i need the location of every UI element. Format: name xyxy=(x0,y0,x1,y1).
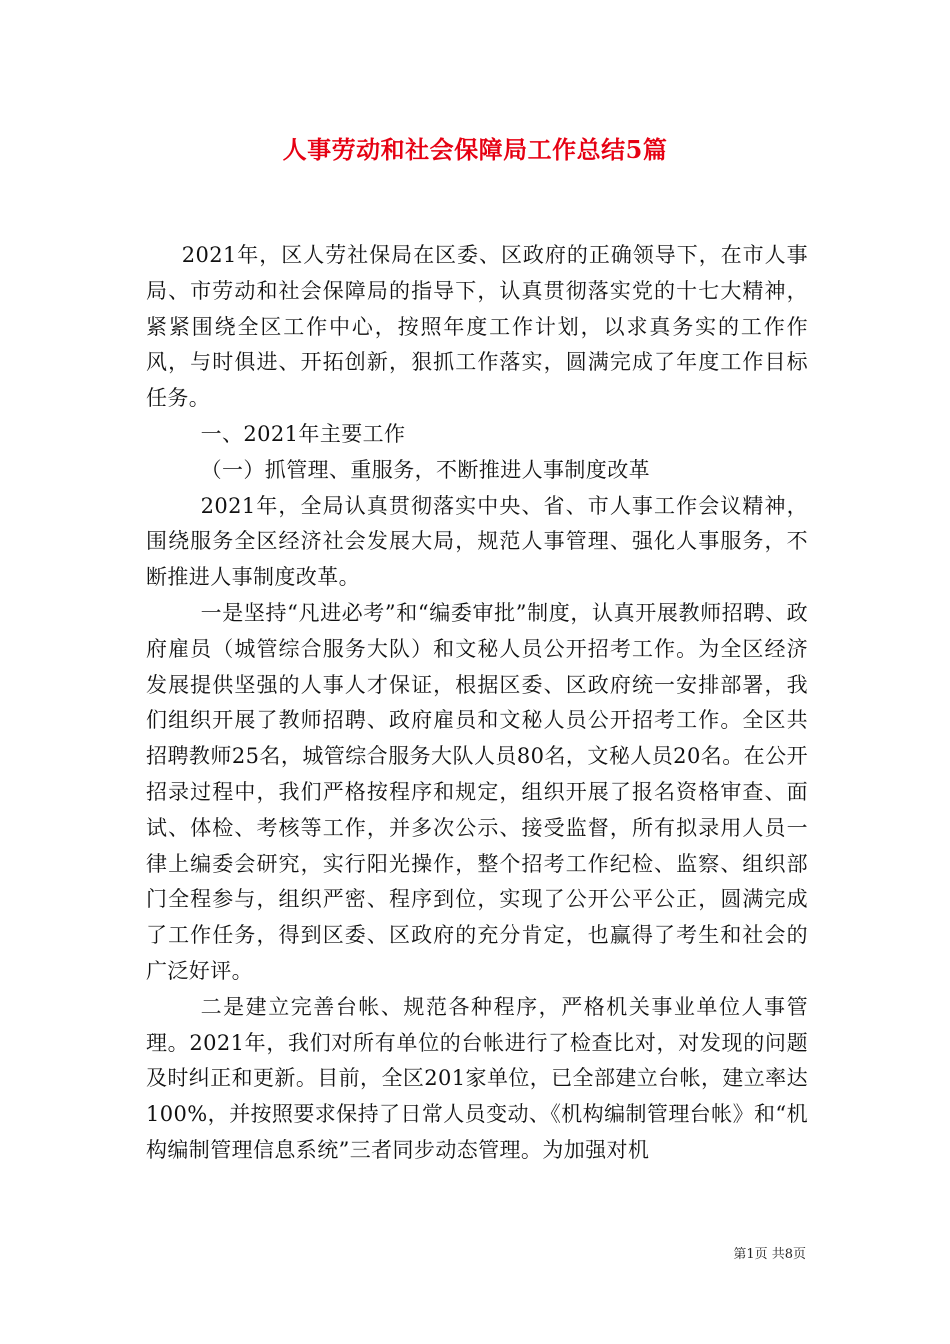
page-number: 第1页 共8页 xyxy=(733,1247,806,1262)
paragraph-recruitment: 一是坚持“凡进必考”和“编委审批”制度，认真开展教师招聘、政府雇员（城管综合服务大队）和文秘人员公开招考工作。为全区经济发展提供坚强的人事人才保证，根据区委、区政府统一安排部署，我们组织开展了教师招聘、政府雇员和文秘人员公开招考工作。全区共招聘教师25名，城管综合服务大队人员80名，文秘人员20名。在公开招录过程中，我们严格按程序和规定，组织开展了报名资格审查、面试、体检、考核等工作，并多次公示、接受监督，所有拟录用人员一律上编委会研究，实行阳光操作，整个招考工作纪检、监察、组织部门全程参与，组织严密、程序到位，实现了公开公平公正，圆满完成了工作任务，得到区委、区政府的充分肯定，也赢得了考生和社会的广泛好评。 xyxy=(146,600,808,983)
document-body xyxy=(146,238,808,1169)
subsection-heading: （一）抓管理、重服务，不断推进人事制度改革 xyxy=(200,457,650,482)
paragraph-intro: 2021年，区人劳社保局在区委、区政府的正确领导下，在市人事局、市劳动和社会保障局的指导下，认真贯彻落实党的十七大精神，紧紧围绕全区工作中心，按照年度工作计划，以求真务实的工作作风，与时俱进、开拓创新，狠抓工作落实，圆满完成了年度工作目标任务。 xyxy=(146,243,808,411)
section-heading: 一、2021年主要工作 xyxy=(200,421,406,446)
document-title: 人事劳动和社会保障局工作总结5篇 xyxy=(282,135,668,164)
paragraph-summary: 2021年，全局认真贯彻落实中央、省、市人事工作会议精神，围绕服务全区经济社会发展大局，规范人事管理、强化人事服务，不断推进人事制度改革。 xyxy=(146,493,808,590)
paragraph-ledger: 二是建立完善台帐、规范各种程序，严格机关事业单位人事管理。2021年，我们对所有单位的台帐进行了检查比对，对发现的问题及时纠正和更新。目前，全区201家单位，已全部建立台帐，建立率达100%，并按照要求保持了日常人员变动、《机构编制管理台帐》和“机构编制管理信息系统”三者同步动态管理。为加强对机 xyxy=(146,994,808,1162)
